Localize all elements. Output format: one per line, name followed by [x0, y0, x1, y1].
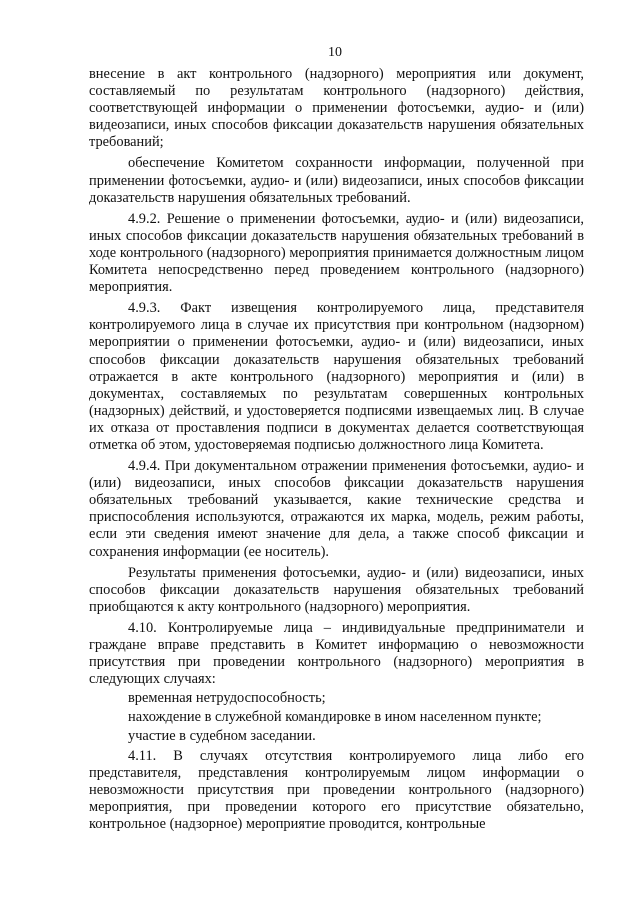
paragraph-4-11: 4.11. В случаях отсутствия контролируемого лица либо его представителя, представления контролируемым лицом информации о невозможности присутствия при проведении контрольного (надзорного) мероприятия, при проведении которого его присутствие обязательно, контрольное (надзорное) мероприятие проводится, контрольные	[89, 747, 584, 832]
paragraph-4-10: 4.10. Контролируемые лица – индивидуальные предприниматели и граждане вправе представить в Комитет информацию о невозможности присутствия при проведении контрольного (надзорного) мероприятия в следующих случаях:	[89, 619, 584, 688]
page-number: 10	[328, 45, 342, 60]
paragraph-4-9-4: 4.9.4. При документальном отражении применения фотосъемки, аудио- и (или) видеозаписи, иных способов фиксации доказательств нарушения обязательных требований указывается, какие технические средства и приспособления используются, отражаются их марка, модель, режим работы, если эти сведения имеют значение для дела, а также способ фиксации и сохранения информации (ее носитель).	[89, 458, 584, 560]
list-item-court-hearing: участие в судебном заседании.	[128, 728, 316, 745]
list-item-temporary-disability: временная нетрудоспособность;	[128, 690, 326, 707]
paragraph-recording-entry: внесение в акт контрольного (надзорного) мероприятия или документ, составляемый по результатам контрольного (надзорного) действия, соответствующей информации о применении фотосъемки, аудио- и (или) видеозаписи, иных способов фиксации доказательств нарушения обязательных требований;	[89, 66, 584, 151]
paragraph-results-attachment: Результаты применения фотосъемки, аудио- и (или) видеозаписи, иных способов фиксации доказательств нарушения обязательных требований приобщаются к акту контрольного (надзорного) мероприятия.	[89, 564, 584, 615]
paragraph-4-9-2: 4.9.2. Решение о применении фотосъемки, аудио- и (или) видеозаписи, иных способов фиксации доказательств нарушения обязательных требований в ходе контрольного (надзорного) мероприятия принимается должностным лицом Комитета непосредственно перед проведением контрольного (надзорного) мероприятия.	[89, 210, 584, 296]
paragraph-information-safekeeping: обеспечение Комитетом сохранности информации, полученной при применении фотосъемки, аудио- и (или) видеозаписи, иных способов фиксации доказательств нарушения обязательных требований.	[89, 155, 584, 206]
paragraph-4-9-3: 4.9.3. Факт извещения контролируемого лица, представителя контролируемого лица в случае их присутствия при контрольном (надзорном) мероприятии о применении фотосъемки, аудио- и (или) видеозаписи, иных способов фиксации доказательств нарушения обязательных требований отражается в акте контрольного (надзорного) мероприятия и (или) в документах, составляемых по результатам совершенных контрольных (надзорных) действий, и удостоверяется подписями извещаемых лиц. В случае их отказа от проставления подписи в документах делается соответствующая отметка об этом, удостоверяемая подписью должностного лица Комитета.	[89, 300, 584, 453]
document-body	[89, 66, 584, 833]
list-item-business-trip: нахождение в служебной командировке в ином населенном пункте;	[128, 709, 542, 726]
